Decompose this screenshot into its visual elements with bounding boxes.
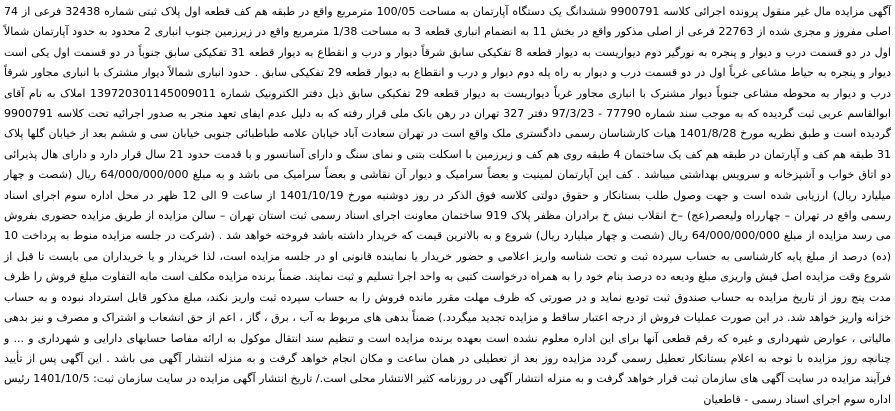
- notice-paragraph: آگهی مزایده مال غیر منقول پرونده اجرائی کلاسه 9900791 ششدانگ یک دستگاه آپارتمان به مساحت 100/05 مترمربع واقع در طبقه هم کف قطعه اول پلاک ثبتی شماره 32438 فرعی از 74 اصلی مفروز و مجزی شده از 22763 فرعی از اصلی مذکور واقع در بخش 11 به انضمام انباری قطعه 3 به مساحت 1/38 مترمربع واقع در زیرزمین جنوب انباری 2 محدود به حدود آپارتمان شمالاً اول در دو قسمت درب و دیوار و پنجره به نورگیر دوم دیواریست به دیوار قطعه 8 تفکیکی سابق شرقاً دیوار و درب و انقطاع به دیوار قطعه 31 تفکیکی سابق جنوباً در دو قسمت اول یکی است دیوار و پنجره به حیاط مشاعی غرباً اول در دو قسمت درب و دیوار به راه پله دوم دیوار و درب و انقطاع به دیوار قطعه 29 تفکیکی سابق . حدود انباری شمالاً دیوار مشترک با انباری مجاور شرقاً درب و دیوار به محوطه مشاعی جنوباً دیوار مشترک با انباری مجاور غرباً دیواریست به دیوار قطعه 29 تفکیکی سابق ذیل دفتر الکترونیک شماره 139720301145009011 املاک به نام آقای ابوالقاسم عربی ثبت گردیده که به موجب سند شماره 77790 - 97/3/23 دفتر 327 تهران در رهن بانک ملی قرار رفته که به دلیل عدم ایفای تعهد منجر به صدور اجرائیه تحت کلاسه 9900791 گردیده است و طبق نظریه مورخ 1401/8/28 هیات کارشناسان رسمی دادگستری ملک واقع است در تهران سعادت آباد خیابان علامه طباطبائی جنوبی خیابان سی و ششم بعد از خیابان گلها پلاک 31 طبقه هم کف و آپارتمان در طبقه هم کف یک ساختمان 4 طبقه روی هم کف و زیرزمین با اسکلت بتنی و نمای سنگ و دارای آسانسور و با قدمت حدود 21 سال قرار دارد و دارای هال پذیرائی دو اتاق خواب و آشپزخانه و سرویس بهداشتی میباشد . کف این آپارتمان لمینیت و بعضاً سرامیک و دیوار آن نقاشی و بعضاً سرامیک می باشد و به مبلغ 64/000/000/000 ریال (شصت و چهار میلیارد ریال) ارزیابی شده است و جهت وصول طلب بستانکار و حقوق دولتی کلاسه فوق الذکر در روز دوشنبه مورخ 1401/10/19 از ساعت 9 الی 12 ظهر در محل اداره سوم اجرای اسناد رسمی واقع در تهران – چهارراه ولیعصر(عج) –خ انقلاب نبش خ برادران مظفر پلاک 919 ساختمان معاونت اجرای اسناد رسمی ثبت استان تهران – سالن مزایده از طریق مزایده حضوری بفروش می رسد مزایده از مبلغ 64/000/000/000 ریال (شصت و چهار میلیارد ریال) شروع و به بالاترین قیمت که خریدار داشته باشد فروخته خواهد شد . (شرکت در جلسه مزایده منوط به پرداخت 10 (ده) درصد از مبلغ پایه کارشناسی به حساب سپرده ثبت و تحت شناسه واریز اعلامی و حضور خریدار یا نماینده قانونی او در جلسه مزایده است، لذا خریدار و یا خریداران می بایست تا قبل از شروع وقت مزایده اصل فیش واریزی مبلغ ودیعه ده درصد بنام خود را به همراه درخواست کتبی به واحد اجرا تسلیم و ثبت نمایند. ضمناً برنده مزایده مکلف است مابه التفاوت مبلغ فروش را ظرف مدت پنج روز از تاریخ مزایده به حساب صندوق ثبت تودیع نماید و در صورتی که ظرف مهلت مقرر مانده فروش را به حساب سپرده ثبت واریز نکند، مبلغ مذکور قابل استرداد نبوده و به حساب خزانه واریز خواهد شد. در این صورت عملیات فروش از درجه اعتبار ساقط و مزایده تجدید میگردد.) ضمناً بدهی های مربوط به آب ، برق ، گاز ، اعم از حق انشعاب و اشتراک و مصرف و نیز بدهی مالیاتی ، عوارض شهرداری و غیره که رقم قطعی آنها برای این اداره معلوم نشده است بعهده برنده مزایده است و تنظیم سند انتقال موکول به ارائه مفاصا حسابهای دارایی و شهرداری و ... و چنانچه روز مزایده با توجه به اعلام بستانکار تعطیل رسمی گردد مزایده روز بعد از تعطیلی در همان ساعت و مکان انجام خواهد گرفت و به منزله انتشار آگهی می باشد . این آگهی پس از تأیید فرآیند مزایده در سایت آگهی های سازمان ثبت قرار خواهد گرفت و به منزله انتشار آگهی در روزنامه کثیر الانتشار محلی است./ تاریخ انتشار آگهی مزایده در سایت سازمان ثبت: 1401/10/5 رئیس اداره سوم اجرای اسناد رسمی - قاطعیان: [4, 5, 892, 406]
